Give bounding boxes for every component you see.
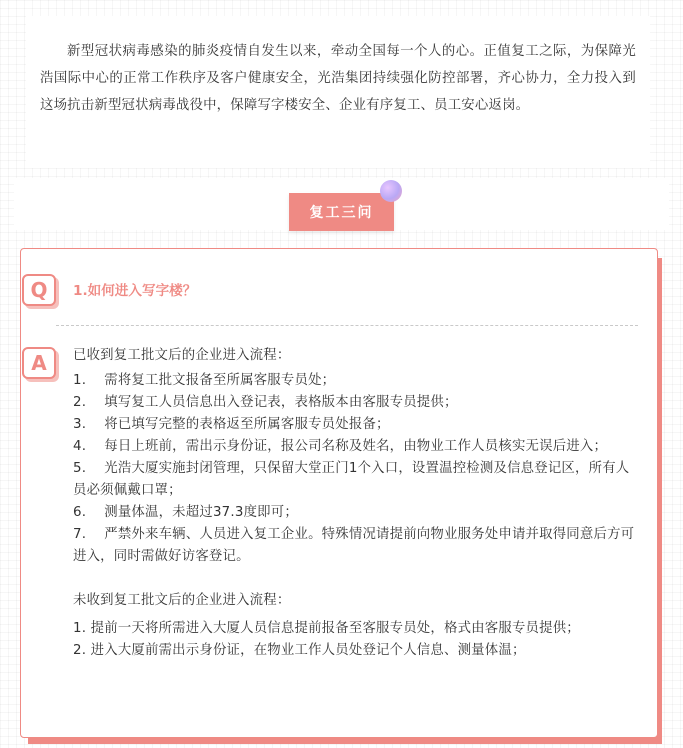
a-badge-icon: A xyxy=(22,347,56,379)
list-item: 3. 将已填写完整的表格返至所属客服专员处报备； xyxy=(73,417,390,432)
list-item: 1. 需将复工批文报备至所属客服专员处； xyxy=(73,373,336,388)
list-item: 4. 每日上班前，需出示身份证，报公司名称及姓名，由物业工作人员核实无误后进入； xyxy=(73,439,608,454)
dashed-divider xyxy=(56,325,638,326)
unapproved-steps xyxy=(73,618,641,662)
approved-heading: 已收到复工批文后的企业进入流程： xyxy=(73,348,291,363)
list-item: 2. 进入大厦前需出示身份证，在物业工作人员处登记个人信息、测量体温； xyxy=(73,643,526,658)
list-item: 2. 填写复工人员信息出入登记表，表格版本由客服专员提供； xyxy=(73,395,458,410)
q-badge-icon: Q xyxy=(22,274,56,306)
list-item: 6. 测量体温，未超过37.3度即可； xyxy=(73,505,298,520)
question-title: 1.如何进入写字楼？ xyxy=(73,283,197,299)
list-item: 1. 提前一天将所需进入大厦人员信息提前报备至客服专员处，格式由客服专员提供； xyxy=(73,621,580,636)
intro-paragraph: 新型冠状病毒感染的肺炎疫情自发生以来，牵动全国每一个人的心。正值复工之际，为保障光浩国际中心的正常工作秩序及客户健康安全，光浩集团持续强化防控部署，齐心协力，全力投入到这场抗击新型冠状病毒战役中，保障写字楼安全、企业有序复工、员工安心返岗。 xyxy=(26,16,650,168)
unapproved-heading: 未收到复工批文后的企业进入流程： xyxy=(73,593,291,608)
list-item: 5. 光浩大厦实施封闭管理，只保留大堂正门1个入口，设置温控检测及信息登记区，所有人员必须佩戴口罩； xyxy=(73,461,630,498)
decorative-bubble xyxy=(380,180,402,202)
section-title: 复工三问 xyxy=(289,193,394,231)
answer-body xyxy=(73,345,641,662)
approved-steps xyxy=(73,370,641,568)
list-item: 7. 严禁外来车辆、人员进入复工企业。特殊情况请提前向物业服务处申请并取得同意后方可进入，同时需做好访客登记。 xyxy=(73,527,635,564)
